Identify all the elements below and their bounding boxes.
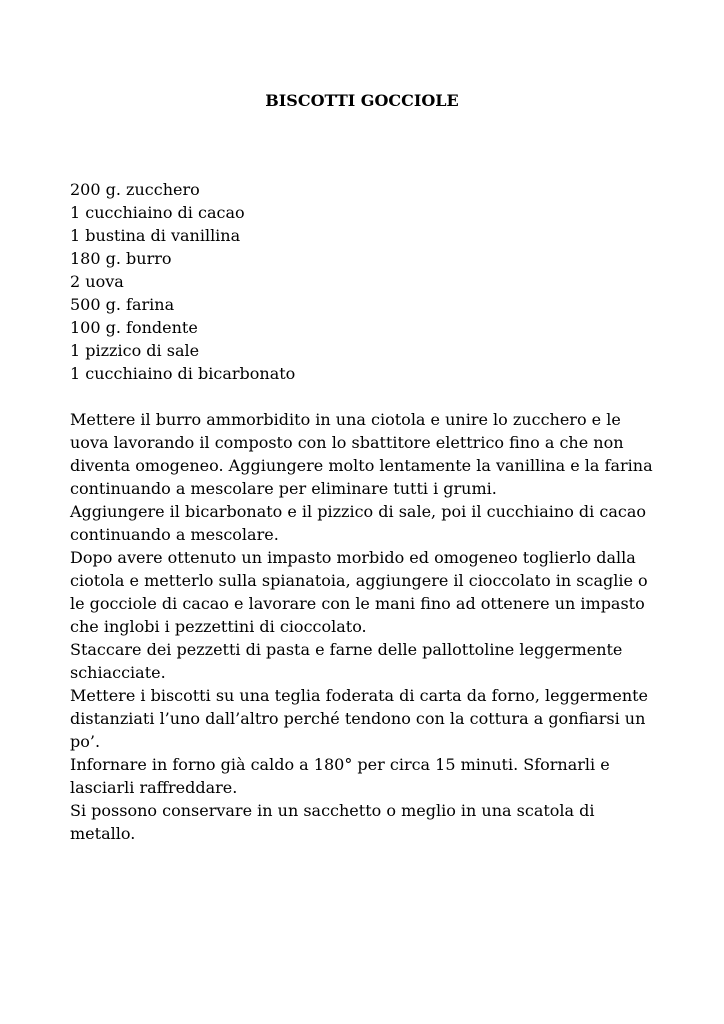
ingredient-list (70, 178, 660, 385)
ingredient-item: 180 g. burro (70, 249, 172, 268)
ingredient-item: 2 uova (70, 272, 124, 291)
ingredient-item: 100 g. fondente (70, 318, 198, 337)
instruction-paragraph: Si possono conservare in un sacchetto o meglio in una scatola di metallo. (70, 801, 595, 843)
instruction-paragraph: Mettere il burro ammorbidito in una ciotola e unire lo zucchero e le uova lavorando il composto con lo sbattitore elettrico fino a che non diventa omogeneo. Aggiungere molto lentamente la vanillina e la farina continuando a mescolare per eliminare tutti i grumi. (70, 410, 653, 498)
instructions-section (70, 408, 660, 845)
ingredient-item: 1 bustina di vanillina (70, 226, 241, 245)
instruction-paragraph: Aggiungere il bicarbonato e il pizzico di sale, poi il cucchiaino di cacao continuando a mescolare. (70, 502, 646, 544)
ingredient-item: 200 g. zucchero (70, 180, 200, 199)
ingredient-item: 1 cucchiaino di bicarbonato (70, 364, 296, 383)
ingredient-item: 500 g. farina (70, 295, 175, 314)
instruction-paragraph: Staccare dei pezzetti di pasta e farne delle pallottoline leggermente schiacciate. (70, 640, 623, 682)
instruction-paragraph: Dopo avere ottenuto un impasto morbido ed omogeneo toglierlo dalla ciotola e metterlo sulla spianatoia, aggiungere il cioccolato in scaglie o le gocciole di cacao e lavorare con le mani fino ad ottenere un impasto che inglobi i pezzettini di cioccolato. (70, 548, 648, 636)
ingredient-item: 1 cucchiaino di cacao (70, 203, 245, 222)
document-title: BISCOTTI GOCCIOLE (265, 91, 459, 110)
recipe-body (70, 178, 660, 845)
instruction-paragraph: Mettere i biscotti su una teglia foderata di carta da forno, leggermente distanziati l’uno dall’altro perché tendono con la cottura a gonfiarsi un po’. (70, 686, 649, 751)
instruction-paragraph: Infornare in forno già caldo a 180° per circa 15 minuti. Sfornarli e lasciarli raffreddare. (70, 755, 610, 797)
ingredient-item: 1 pizzico di sale (70, 341, 200, 360)
